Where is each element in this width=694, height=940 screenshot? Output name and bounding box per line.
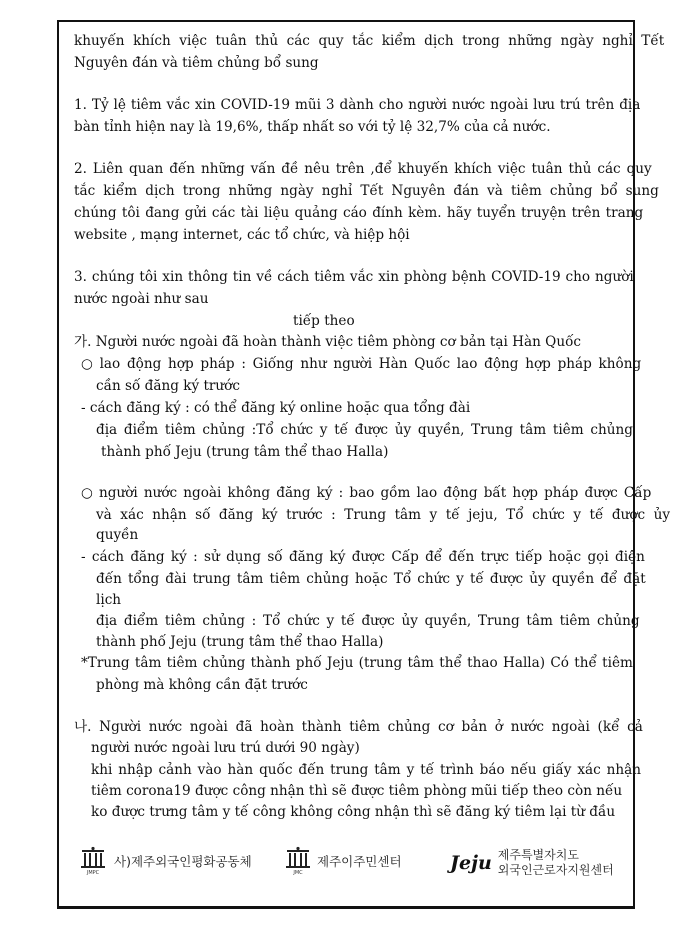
jeju-center-name bbox=[498, 848, 614, 878]
text-line: tiếp theo bbox=[293, 313, 355, 329]
text-line: địa điểm tiêm chủng : Tổ chức y tế được ủy quyền, Trung tâm tiêm chủng bbox=[96, 613, 640, 629]
text-line: thành phố Jeju (trung tâm thể thao Halla) bbox=[96, 634, 384, 650]
bullet-line: ○ lao động hợp pháp : Giống như người Hàn Quốc lao động hợp pháp không bbox=[81, 356, 642, 372]
text-line: lịch bbox=[96, 592, 122, 608]
jmpc-logo bbox=[78, 846, 252, 876]
text-line: 1. Tỷ lệ tiêm vắc xin COVID-19 mũi 3 dành cho người nước ngoài lưu trú trên địa bbox=[74, 97, 641, 113]
section-heading-ga: 가. Người nước ngoài đã hoàn thành việc tiêm phòng cơ bản tại Hàn Quốc bbox=[74, 334, 582, 350]
bullet-line: ○ người nước ngoài không đăng ký : bao gồm lao động bất hợp pháp được Cấp bbox=[81, 485, 652, 501]
jeju-worker-center-logo bbox=[450, 848, 614, 878]
text-line: ko được trưng tâm y tế công không công nhận thì sẽ đăng ký tiêm lại từ đầu bbox=[91, 804, 616, 820]
jmc-name: 제주이주민센터 bbox=[317, 854, 402, 869]
text-line: khuyến khích việc tuân thủ các quy tắc kiểm dịch trong những ngày nghỉ Tết bbox=[74, 33, 665, 49]
jmc-emblem-icon bbox=[283, 846, 313, 876]
text-line: thành phố Jeju (trung tâm thể thao Halla) bbox=[101, 444, 389, 460]
jmpc-name: 사)제주외국인평화공동체 bbox=[114, 854, 252, 869]
text-line: - cách đăng ký : sử dụng số đăng ký được Cấp để đến trực tiếp hoặc gọi điện bbox=[81, 549, 645, 565]
text-line: đến tổng đài trung tâm tiêm chủng hoặc Tổ chức y tế được ủy quyền để đặt bbox=[96, 571, 646, 587]
text-line: nước ngoài như sau bbox=[74, 291, 209, 307]
text-line: tiêm corona19 được công nhận thì sẽ được tiêm phòng mũi tiếp theo còn nếu bbox=[91, 783, 623, 799]
text-line: Nguyên đán và tiêm chủng bổ sung bbox=[74, 55, 319, 71]
jmc-logo bbox=[283, 846, 402, 876]
jeju-center-name-line1: 제주특별자치도 bbox=[497, 848, 579, 862]
section-heading-na: 나. Người nước ngoài đã hoàn thành tiêm chủng cơ bản ở nước ngoài (kể cả bbox=[74, 719, 643, 735]
text-line: chúng tôi đang gửi các tài liệu quảng cáo đính kèm. hãy tuyển truyện trên trang bbox=[74, 205, 644, 221]
text-line: và xác nhận số đăng ký trước : Trung tâm y tế jeju, Tổ chức y tế được ủy bbox=[96, 507, 671, 523]
text-line: người nước ngoài lưu trú dưới 90 ngày) bbox=[91, 740, 360, 756]
jeju-wordmark-icon: Jeju bbox=[450, 852, 492, 874]
text-line: địa điểm tiêm chủng :Tổ chức y tế được ủy quyền, Trung tâm tiêm chủng bbox=[96, 422, 633, 438]
jeju-center-name-line2: 외국인근로자지원센터 bbox=[497, 863, 614, 877]
text-line: cần số đăng ký trước bbox=[96, 378, 240, 394]
text-line: quyền bbox=[96, 527, 139, 543]
jmc-small-label: JMC bbox=[293, 870, 303, 876]
text-line: *Trung tâm tiêm chủng thành phố Jeju (trung tâm thể thao Halla) Có thể tiêm bbox=[81, 655, 633, 671]
text-line: tắc kiểm dịch trong những ngày nghỉ Tết Nguyên đán và tiêm chủng bổ sung bbox=[74, 183, 659, 199]
jmpc-small-label: JMPC bbox=[86, 870, 100, 876]
text-line: bàn tỉnh hiện nay là 19,6%, thấp nhất so với tỷ lệ 32,7% của cả nước. bbox=[74, 119, 551, 135]
jmpc-emblem-icon bbox=[78, 846, 108, 876]
text-line: khi nhập cảnh vào hàn quốc đến trung tâm y tế trình báo nếu giấy xác nhận bbox=[91, 762, 642, 778]
text-line: 3. chúng tôi xin thông tin về cách tiêm vắc xin phòng bệnh COVID-19 cho người bbox=[74, 269, 634, 285]
text-line: phòng mà không cần đặt trước bbox=[96, 677, 308, 693]
text-line: 2. Liên quan đến những vấn đề nêu trên ,để khuyến khích việc tuân thủ các quy bbox=[74, 161, 652, 177]
text-line: website , mạng internet, các tổ chức, và hiệp hội bbox=[74, 227, 410, 243]
text-line: - cách đăng ký : có thể đăng ký online hoặc qua tổng đài bbox=[81, 400, 471, 416]
